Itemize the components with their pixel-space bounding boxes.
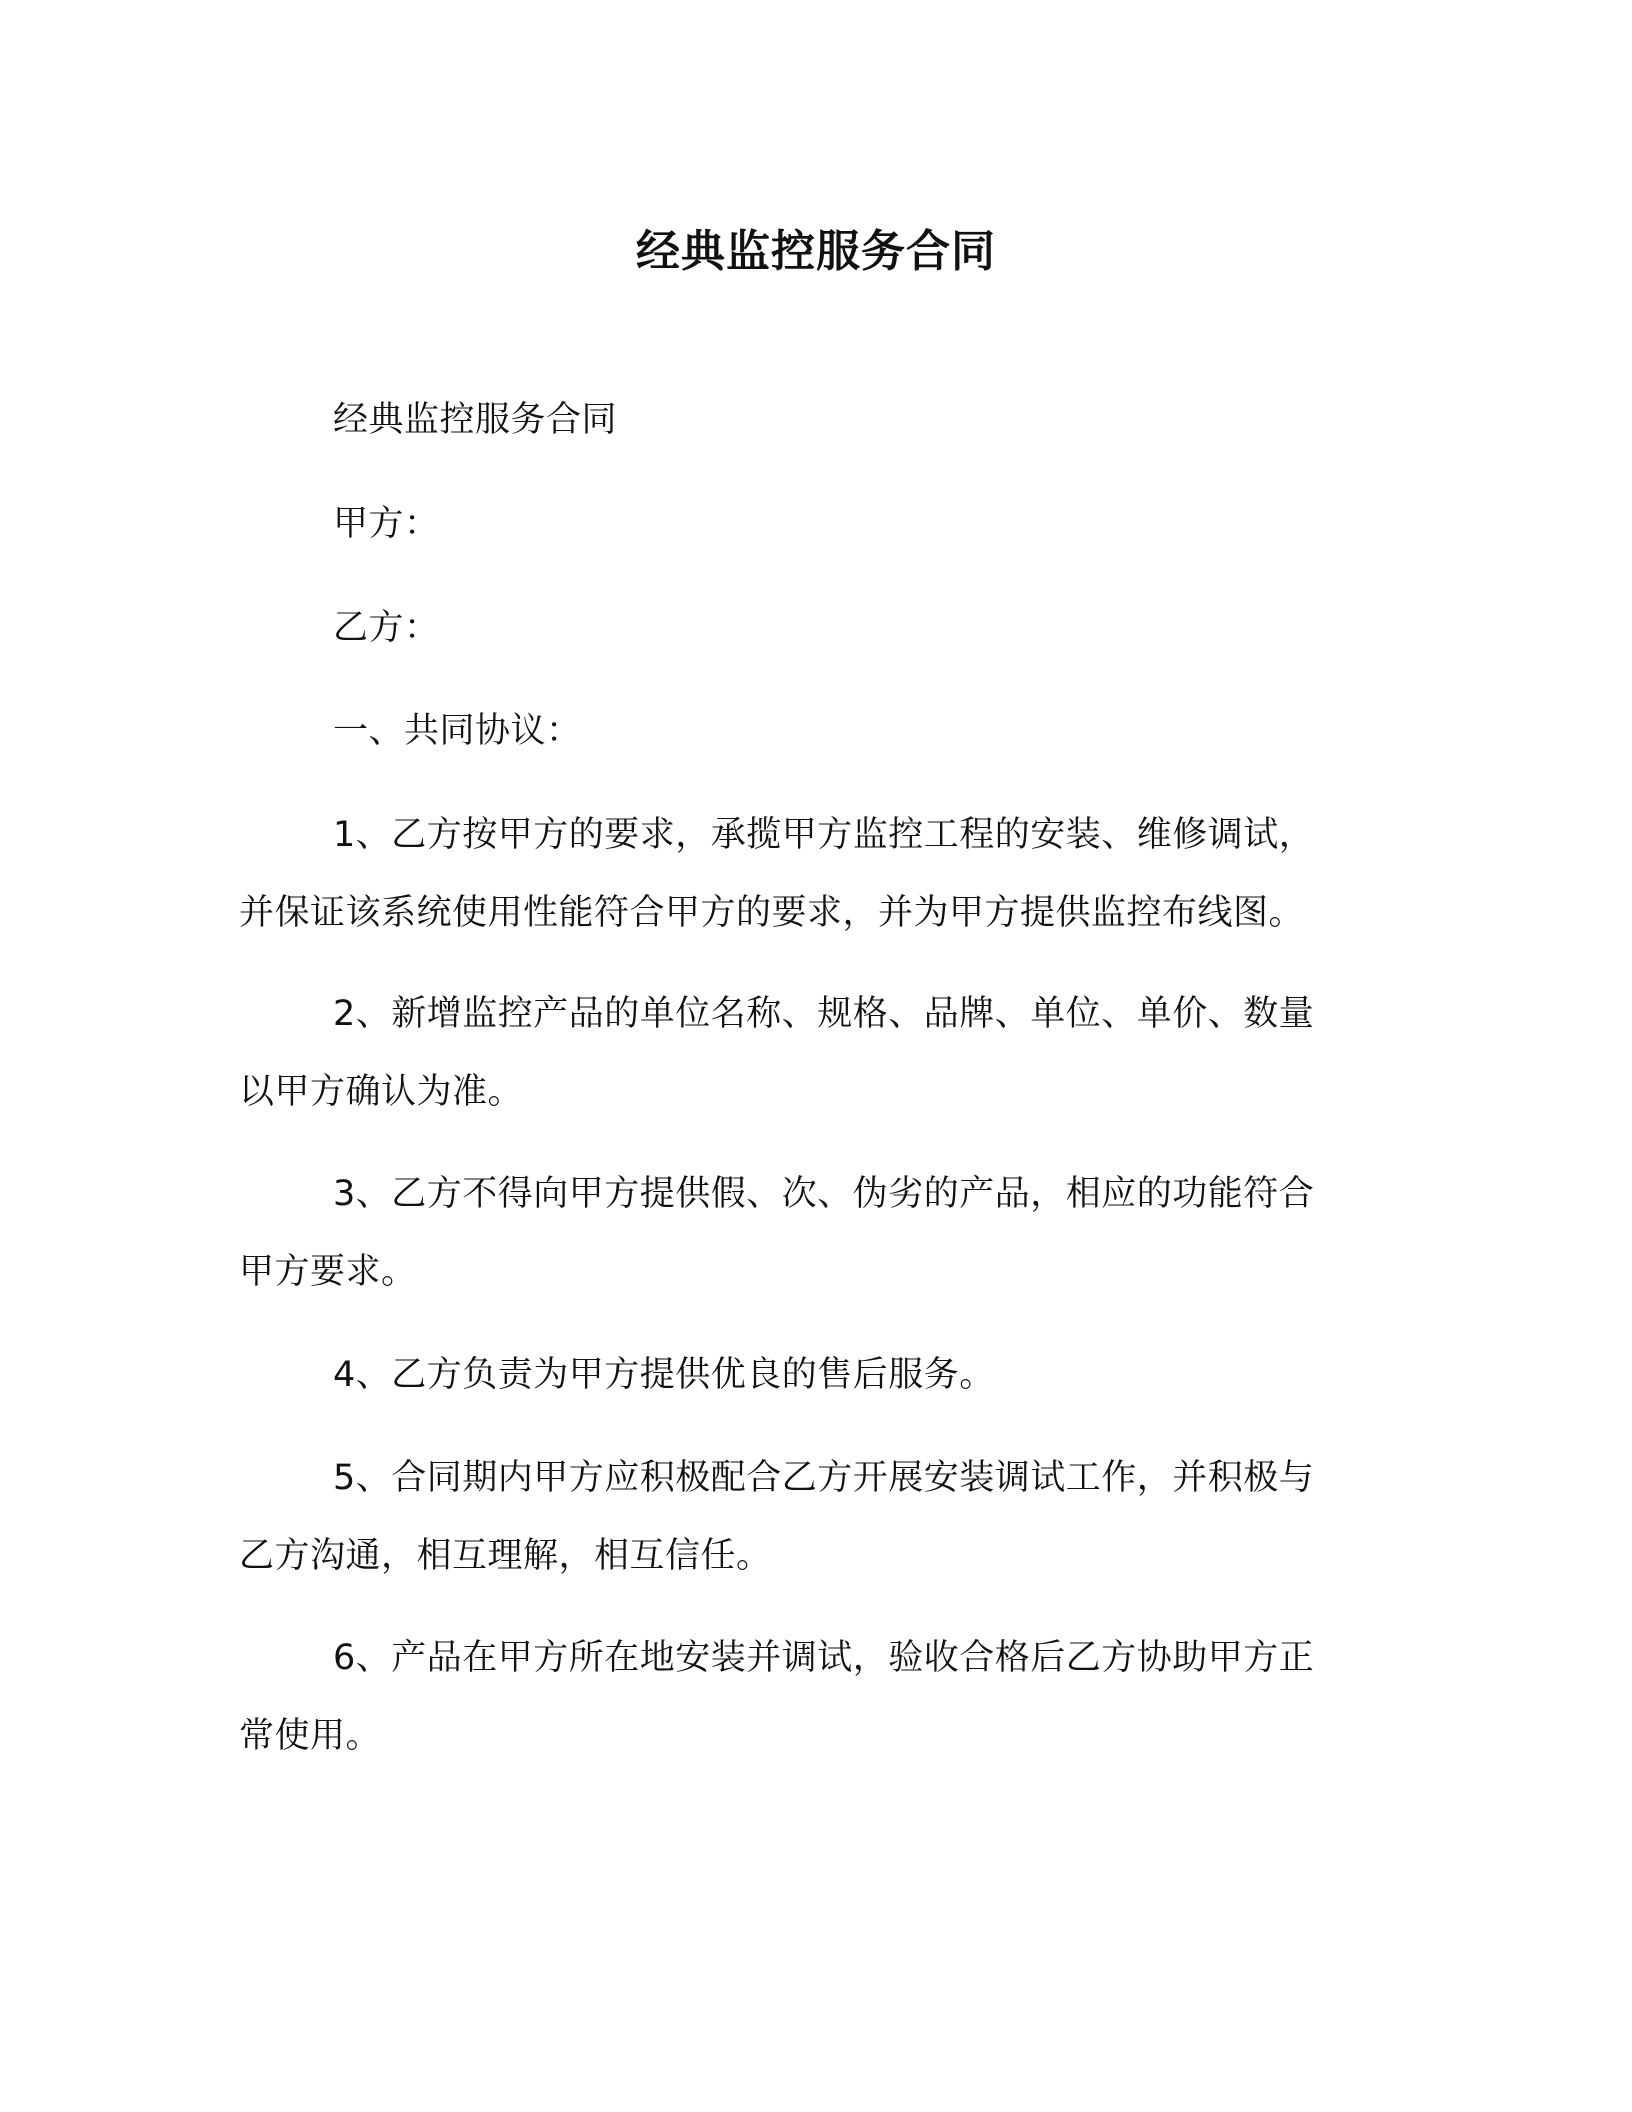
clause-3-line-2: 甲方要求。 — [239, 1252, 417, 1292]
clause-6-line-2: 常使用。 — [239, 1716, 382, 1756]
clause-2-line-2: 以甲方确认为准。 — [239, 1072, 524, 1112]
party-b-label: 乙方： — [333, 608, 440, 648]
document-title: 经典监控服务合同 — [636, 226, 996, 277]
section-heading: 一、共同协议： — [333, 711, 582, 751]
clause-5-line-1: 5、合同期内甲方应积极配合乙方开展安装调试工作，并积极与 — [333, 1458, 1315, 1498]
clause-4-line-1: 4、乙方负责为甲方提供优良的售后服务。 — [333, 1355, 995, 1395]
clause-5-line-2: 乙方沟通，相互理解，相互信任。 — [239, 1536, 772, 1576]
document-subtitle: 经典监控服务合同 — [333, 400, 618, 440]
party-a-label: 甲方： — [333, 504, 440, 544]
clause-2-line-1: 2、新增监控产品的单位名称、规格、品牌、单位、单价、数量 — [333, 994, 1315, 1034]
clause-6-line-1: 6、产品在甲方所在地安装并调试，验收合格后乙方协助甲方正 — [333, 1638, 1315, 1678]
clause-3-line-1: 3、乙方不得向甲方提供假、次、伪劣的产品，相应的功能符合 — [333, 1174, 1315, 1214]
clause-1-line-2: 并保证该系统使用性能符合甲方的要求，并为甲方提供监控布线图。 — [239, 893, 1305, 933]
clause-1-line-1: 1、乙方按甲方的要求，承揽甲方监控工程的安装、维修调试， — [333, 815, 1315, 855]
